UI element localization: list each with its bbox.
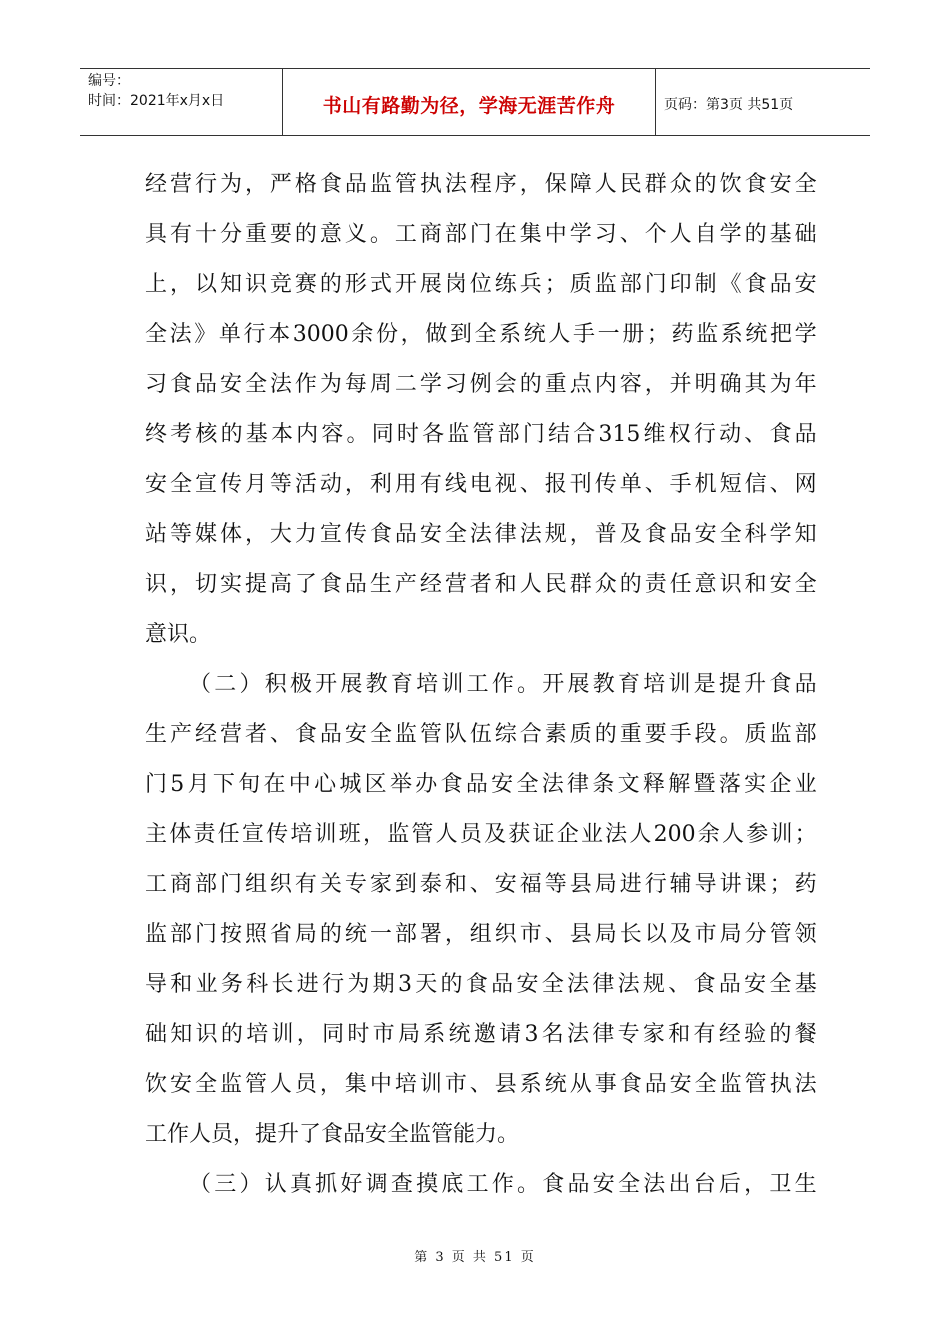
body-line: 习 食 品 安 全 法 作 为 每 周 二 学 习 例 会 的 重 点 内 容 ， 并 明 确 其 为 年 bbox=[145, 372, 817, 397]
body-line: 安 全 宣 传 月 等 活 动 ， 利 用 有 线 电 视 、 报 刊 传 单 、 手 机 短 信 、 网 bbox=[145, 472, 817, 497]
header-page-cell bbox=[656, 69, 870, 135]
body-line: 础 知 识 的 培 训 ， 同 时 市 局 系 统 邀 请 3 名 法 律 专 家 和 有 经 验 的 餐 bbox=[145, 1022, 817, 1047]
body-line: 导 和 业 务 科 长 进 行 为 期 3 天 的 食 品 安 全 法 律 法 规 、 食 品 安 全 基 bbox=[145, 972, 817, 997]
document-number-label: 编号： bbox=[88, 73, 130, 89]
section-heading-line: （ 二 ） 积 极 开 展 教 育 培 训 工 作 。 开 展 教 育 培 训 是 提 升 食 品 bbox=[189, 672, 817, 697]
body-line: 全 法 》 单 行 本 3000 余 份 ， 做 到 全 系 统 人 手 一 册 ； 药 监 系 统 把 学 bbox=[145, 322, 817, 347]
header-motto: 书山有路勤为径，学海无涯苦作舟 bbox=[322, 94, 616, 117]
body-line: 上 ， 以 知 识 竞 赛 的 形 式 开 展 岗 位 练 兵 ； 质 监 部 门 印 制 《 食 品 安 bbox=[145, 272, 817, 297]
body-line: 意识。 bbox=[145, 622, 212, 647]
body-line: 经 营 行 为 ， 严 格 食 品 监 管 执 法 程 序 ， 保 障 人 民 群 众 的 饮 食 安 全 bbox=[145, 172, 817, 197]
header-meta-cell bbox=[80, 69, 283, 135]
document-body bbox=[145, 160, 817, 1210]
page-footer: 第 3 页 共 51 页 bbox=[414, 1250, 536, 1265]
body-line: 工作人员，提升了食品安全监管能力。 bbox=[145, 1122, 520, 1147]
body-line: 终 考 核 的 基 本 内 容 。 同 时 各 监 管 部 门 结 合 315 维 权 行 动 、 食 品 bbox=[145, 422, 817, 447]
header-motto-cell bbox=[283, 69, 656, 135]
body-line: 站 等 媒 体 ， 大 力 宣 传 食 品 安 全 法 律 法 规 ， 普 及 食 品 安 全 科 学 知 bbox=[145, 522, 817, 547]
body-line: 门 5 月 下 旬 在 中 心 城 区 举 办 食 品 安 全 法 律 条 文 释 解 暨 落 实 企 业 bbox=[145, 772, 817, 797]
body-line: 生 产 经 营 者 、 食 品 安 全 监 管 队 伍 综 合 素 质 的 重 要 手 段 。 质 监 部 bbox=[145, 722, 817, 747]
body-line: 工 商 部 门 组 织 有 关 专 家 到 泰 和 、 安 福 等 县 局 进 行 辅 导 讲 课 ； 药 bbox=[145, 872, 817, 897]
body-line: 识 ， 切 实 提 高 了 食 品 生 产 经 营 者 和 人 民 群 众 的 责 任 意 识 和 安 全 bbox=[145, 572, 817, 597]
header-page-number: 页码：第3页 共51页 bbox=[664, 97, 794, 113]
body-line: 具 有 十 分 重 要 的 意 义 。 工 商 部 门 在 集 中 学 习 、 个 人 自 学 的 基 础 bbox=[145, 222, 817, 247]
body-line: 监 部 门 按 照 省 局 的 统 一 部 署 ， 组 织 市 、 县 局 长 以 及 市 局 分 管 领 bbox=[145, 922, 817, 947]
document-date-label: 时间：2021年x月x日 bbox=[88, 93, 225, 109]
body-line: 主 体 责 任 宣 传 培 训 班 ， 监 管 人 员 及 获 证 企 业 法 人 200 余 人 参 训 ； bbox=[145, 822, 817, 847]
section-heading-line: （ 三 ） 认 真 抓 好 调 查 摸 底 工 作 。 食 品 安 全 法 出 台 后 ， 卫 生 bbox=[189, 1172, 817, 1197]
body-line: 饮 安 全 监 管 人 员 ， 集 中 培 训 市 、 县 系 统 从 事 食 品 安 全 监 管 执 法 bbox=[145, 1072, 817, 1097]
page-header bbox=[80, 68, 870, 136]
